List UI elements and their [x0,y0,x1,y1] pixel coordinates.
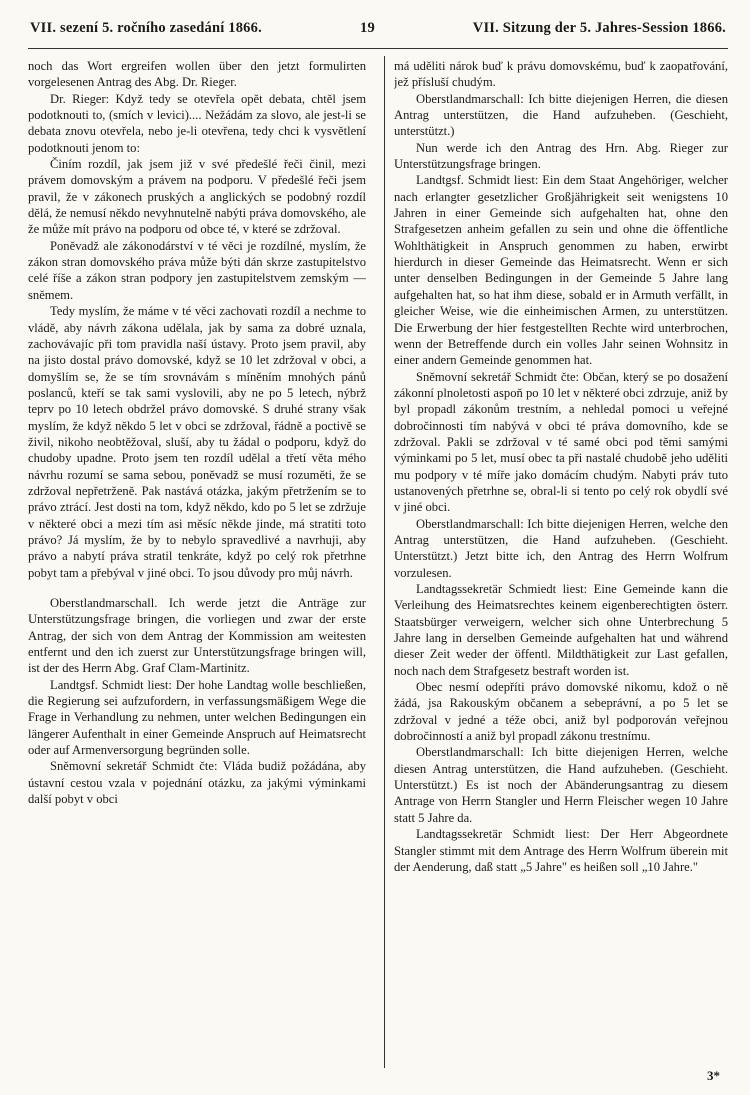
right-column-paragraph: Landtgsf. Schmidt liest: Ein dem Staat Angehöriger, welcher nach erlangter gesetzlicher Großjährigkeit seit wenigstens 10 Jahren in einer Gemeinde sich aufgehalten hat, ohne den Strafgesetzen anheim gefallen zu sein und ohne die öffentliche Wohlthätigkeit in Anspruch genommen zu haben, erwirbt hierdurch in dieser Gemeinde das Heimatsrecht. Wenn er sich unter denselben Bedingungen in der Gemeinde 5 Jahre lang aufgehalten hat, so hat ihm diese, sobald er in Armuth verfällt, in gleicher Weise, wie die einheimischen Armen, zu unterstützen. Die Erwerbung der hier festgestellten Rechte wird unterbrochen, wenn der Betreffende durch ein volles Jahr seinen Wohnsitz in einer andern Gemeinde genommen hat. [394,173,728,368]
right-column-paragraph: Oberstlandmarschall: Ich bitte diejenigen Herren, die diesen Antrag unterstützen, die Hand aufzuheben. (Geschieht, unterstützt.) [394,91,728,139]
left-column-paragraph: Sněmovní sekretář Schmidt čte: Vláda budiž požádána, aby ústavní cestou vzala v pojednání otázku, za jakými výminkami další pobyt v obci [28,759,366,807]
left-column-paragraph: noch das Wort ergreifen wollen über den jetzt formulirten vorgelesenen Antrag des Abg. Dr. Rieger. [28,59,366,90]
right-column [394,58,728,1068]
left-column-paragraph: Landtgsf. Schmidt liest: Der hohe Landtag wolle beschließen, die Regierung sei aufzufordern, in verfassungsmäßigem Wege die Frage in Verhandlung zu nehmen, unter welchen Bedingungen ein längerer Aufenthalt in einer Gemeinde Anspruch auf Heimatsrecht oder auf Armenversorgung begründen solle. [28,677,366,758]
header-right-german: VII. Sitzung der 5. Jahres-Session 1866. [472,20,726,36]
signature-mark: 3* [707,1068,720,1083]
right-column-paragraph: Landtagssekretär Schmidt liest: Der Herr Abgeordnete Stangler stimmt mit dem Antrage des Herrn Wolfrum überein mit der Aenderung, daß statt „5 Jahre" es heißen soll „10 Jahre." [394,827,728,874]
right-column-paragraph: Oberstlandmarschall: Ich bitte diejenigen Herren, welche diesen Antrag unterstützen, die Hand aufzuheben. (Geschieht. Unterstützt.) Es ist noch der Abänderungsantrag zu diesem Antrage von Herrn Stangler und Herrn Fleischer wegen 10 Jahre statt 5 Jahre da. [394,745,728,825]
left-column-paragraph: Tedy myslím, že máme v té věci zachovati rozdíl a nechme to vládě, aby návrh zákona udělala, jak by sama za dobré uznala, zachovávajíc při tom pravidla naší ústavy. Proto jsem pravil, aby na jisto dostal právo domovské, když se 10 let zdržoval v obci, a domyšlím se, že se tím srovnávám s míněním mnohých pánů poslanců, kteří se tak sami vyslovili, aby ne po 5 letech, nýbrž teprv po 10 letech obdržel právo domovské. S druhé strany však myslím, že když někdo 5 let v obci se zdržoval, řádně a poctivě se živil, nikoho neobtěžoval, sluší, aby tu žádal o podporu, když do chudoby upadne. Proto jsem ten rozdíl udělal a třetí věta mého návrhu rozumí se sama sebou, poněvadž se musí rozuměti, že se zdržoval nepřetrženě. Pak nastává otázka, jakým přetržením se to právo ztrácí. Jest dosti na tom, když někdo, kdo po 5 let se zdržuje v některé obci a mezi tím asi měsíc někde jinde, má stratiti toto právo? Já myslím, že by to nebylo spravedlivé a navrhuji, aby právo a nabytí práva stratil tenkráte, když po celý rok přetrhne pobyt tam a přebýval v jiné obci. To jsou důvody pro můj návrh. [28,304,366,580]
left-column-paragraph: Dr. Rieger: Když tedy se otevřela opět debata, chtěl jsem podotknouti to, (smích v levici).... Nežádám za slovo, ale jest-li se debata znovu otevřela, nebo je-li otevřena, tedy chci k vysvětlení podotknouti jenom to: [28,91,366,155]
right-column-paragraph: Landtagssekretär Schmiedt liest: Eine Gemeinde kann die Verleihung des Heimatsrechtes keinem eigenberechtigten österr. Staatsbürger verweigern, welcher sich ohne Unterbrechung 5 Jahre lang in derselben Gemeinde aufgehalten hat und während dieser Zeit weder der öffentl. Mildthätigkeit zur Last gefallen, noch nach dem Strafgesetz bestraft worden ist. [394,582,728,678]
left-column-paragraph: Poněvadž ale zákonodárství v té věci je rozdílné, myslím, že zákon stran domovského práva může býti dán skrze zastupitelstvo celé říše a zákon stran podpory jen zastupitelstvem zemským — sněmem. [28,238,366,302]
right-column-paragraph: Obec nesmí odepříti právo domovské nikomu, kdož o ně žádá, jsa Rakouským občanem a sebeprávní, a po 5 let se zdržoval v jedné a téže obci, aniž byl podporován veřejnou dobročinností a aniž byl propadl zákonu trestnímu. [394,680,728,744]
document-page [28,16,728,1088]
right-column-paragraph: Nun werde ich den Antrag des Hrn. Abg. Rieger zur Unterstützungsfrage bringen. [394,140,728,172]
page-header [28,16,728,42]
right-column-paragraph: má uděliti nárok buď k právu domovskému, buď k zaopatřování, jež přísluší chudým. [394,59,728,90]
right-column-paragraph: Oberstlandmarschall: Ich bitte diejenigen Herren, welche den Antrag unterstützen, die Hand aufzuheben. (Geschieht. Unterstützt.) Jetzt bitte ich, den Antrag des Herrn Wolfrum vorzulesen. [394,516,728,580]
right-column-paragraph: Sněmovní sekretář Schmidt čte: Občan, který se po dosažení zákonní plnoletosti aspoň po 10 let v některé obci zdrzuje, aniž by byl propadl zákonům trestním, a nehledal pomoci u veřejné dobročinnosti tím nabývá v obci té práva domovního, kde se zdržoval. Pakli se zdržoval v té samé obci pod těmi samými výminkami po 5 let, musí obec ta při nastalé chudobě jeho uděliti mu podpory v té míře jako domácím chudým. Nabyti práv tuto ustanovených přetrhne se, obral-li si tento po celý rok obydlí své v jiné obci. [394,369,728,515]
page-number: 19 [360,20,375,36]
header-rule [28,48,728,49]
left-column-paragraph: Činím rozdíl, jak jsem již v své předešlé řeči činil, mezi právem domovským a právem na podporu. V předešlé řeči jsem pravil, že v zákonech pruských a anglických se podobný rozdíl dělá, že nemusí někdo nevyhnutelně nabýti práva domovského, ale že může mít právo na podporu od obce té, v které se zdržoval. [28,157,366,237]
column-divider [384,56,385,1068]
left-column-paragraph: Oberstlandmarschall. Ich werde jetzt die Anträge zur Unterstützungsfrage bringen, die vorliegen und zwar der erste Antrag, der sich von dem Antrag der Kommission am weitesten entfernt und den ich zuerst zur Unterstützungsfrage bringen will, ist der des Herrn Abg. Graf Clam-Martinitz. [28,596,366,676]
left-column [28,58,366,1068]
header-left-czech: VII. sezení 5. ročního zasedání 1866. [30,20,262,36]
